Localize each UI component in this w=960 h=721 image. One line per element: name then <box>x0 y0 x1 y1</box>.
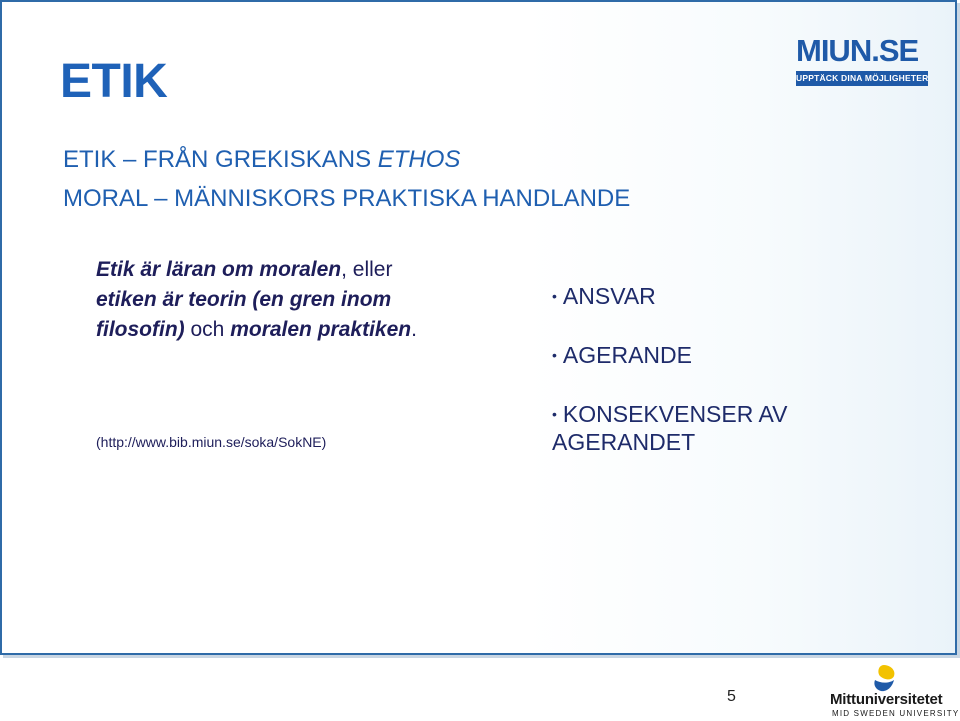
list-item-label: AGERANDE <box>562 342 692 368</box>
list-item-label: ANSVAR <box>562 283 656 309</box>
subtitle-ethos-word: ETHOS <box>377 146 461 173</box>
university-emblem-icon <box>870 663 898 693</box>
definition-part-3: etiken är teorin (en gren inom filosofin) <box>96 288 392 341</box>
definition-part-5: moralen praktiken <box>230 318 412 341</box>
definition-part-1: Etik är läran om moralen <box>96 258 342 281</box>
slide-title: ETIK <box>60 55 168 108</box>
list-item <box>552 341 872 369</box>
miun-logo-tagline: UPPTÄCK DINA MÖJLIGHETER <box>796 71 928 86</box>
subtitle-etik-origin <box>63 147 460 173</box>
university-subname: MID SWEDEN UNIVERSITY <box>832 709 960 718</box>
bullet-icon: • <box>552 406 557 422</box>
subtitle-moral-definition: MORAL – MÄNNISKORS PRAKTISKA HANDLANDE <box>63 185 631 212</box>
bullet-icon: • <box>552 288 557 304</box>
definition-part-4: och <box>184 318 231 341</box>
miun-logo-wordmark: MIUN.SE <box>796 33 919 68</box>
university-name: Mittuniversitetet <box>830 691 943 708</box>
list-item <box>552 282 872 310</box>
definition-part-6: . <box>411 318 417 341</box>
definition-text <box>96 255 426 345</box>
miun-logo <box>796 33 928 91</box>
source-link[interactable]: (http://www.bib.miun.se/soka/SokNE) <box>96 434 327 450</box>
key-concepts-list <box>552 282 872 487</box>
list-item-label: KONSEKVENSER AV AGERANDET <box>552 401 788 455</box>
bullet-icon: • <box>552 347 557 363</box>
subtitle-etik-origin-text: ETIK – FRÅN GREKISKANS <box>63 146 378 173</box>
page-number: 5 <box>727 688 736 705</box>
definition-part-2: , eller <box>341 258 393 281</box>
university-logo <box>830 663 960 721</box>
list-item <box>552 400 872 456</box>
